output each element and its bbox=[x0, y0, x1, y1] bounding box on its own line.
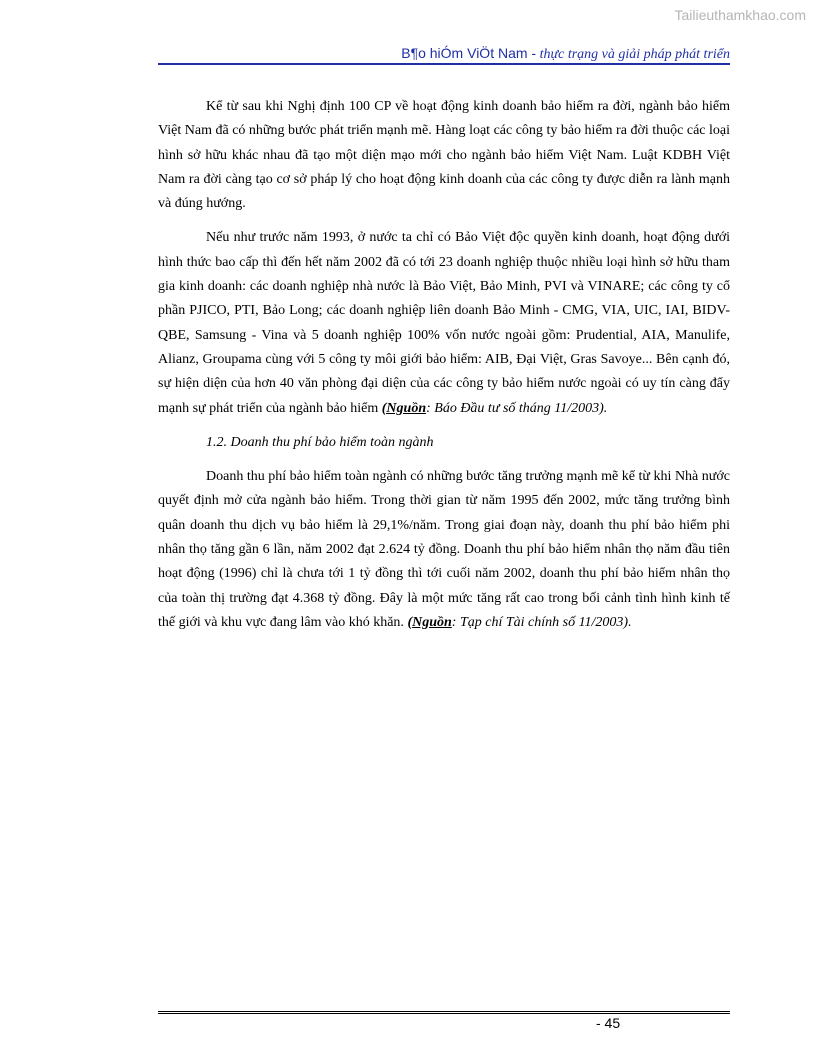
citation-label: Nguồn bbox=[412, 614, 452, 630]
citation-open: ( bbox=[407, 614, 413, 630]
paragraph-2-text: Nếu như trước năm 1993, ở nước ta chỉ có Bảo Việt độc quyền kinh doanh, hoạt động dưới hình thức bao cấp thì đến hết năm 2002 đã có tới 23 doanh nghiệp thuộc nhiều loại hình sở hữu tham gia kinh doanh: các doanh nghiệp nhà nước là Bảo Việt, Bảo Minh, PVI và VINARE; các công ty cổ phần PJICO, PTI, Bảo Long; các doanh nghiệp liên doanh Bảo Minh - CMG, VIA, UIC, IAI, BIDV-QBE, Samsung - Vina và 5 doanh nghiệp 100% vốn nước ngoài gồm: Prudential, AIA, Manulife, Alianz, Groupama cùng với 5 công ty môi giới bảo hiểm: AIB, Đại Việt, Gras Savoye... Bên cạnh đó, sự hiện diện của hơn 40 văn phòng đại diện của các công ty bảo hiểm nước ngoài có uy tín càng đẩy mạnh sự phát triển của ngành bảo hiểm bbox=[158, 230, 730, 416]
section-heading: 1.2. Doanh thu phí bảo hiểm toàn ngành bbox=[206, 434, 434, 450]
paragraph-3-text: Doanh thu phí bảo hiểm toàn ngành có những bước tăng trưởng mạnh mẽ kể từ khi Nhà nước quyết định mở cửa ngành bảo hiểm. Trong thời gian từ năm 1995 đến 2002, mức tăng trưởng bình quân doanh thu dịch vụ bảo hiểm là 29,1%/năm. Trong giai đoạn này, doanh thu phí bảo hiểm phi nhân thọ tăng gần 6 lần, năm 2002 đạt 2.624 tỷ đồng. Doanh thu phí bảo hiểm nhân thọ năm đầu tiên hoạt động (1996) chỉ là chưa tới 1 tỷ đồng thì tới cuối năm 2002, doanh thu phí bảo hiểm nhân thọ của toàn thị trường đạt 4.368 tỷ đồng. Đây là một mức tăng rất cao trong bối cảnh tình hình kinh tế thế giới và khu vực đang lâm vào khó khăn. bbox=[158, 469, 730, 630]
source-citation-2 bbox=[407, 615, 631, 630]
watermark-text: Tailieuthamkhao.com bbox=[674, 7, 806, 23]
source-citation-1 bbox=[382, 401, 608, 416]
header-subtitle: thực trạng và giải pháp phát triển bbox=[539, 47, 730, 62]
paragraph-2 bbox=[158, 226, 730, 420]
header-rule bbox=[158, 63, 730, 65]
running-header bbox=[158, 44, 730, 64]
citation-text: : Tạp chí Tài chính số 11/2003). bbox=[451, 614, 632, 630]
footer-rule bbox=[158, 1011, 730, 1014]
citation-open: ( bbox=[381, 400, 387, 416]
paragraph-1: Kể từ sau khi Nghị định 100 CP về hoạt động kinh doanh bảo hiểm ra đời, ngành bảo hiểm Việt Nam đã có những bước phát triển mạnh mẽ. Hàng loạt các công ty bảo hiểm ra đời thuộc các loại hình sở hữu khác nhau đã tạo một diện mạo mới cho ngành bảo hiểm Việt Nam. Luật KDBH Việt Nam ra đời càng tạo cơ sở pháp lý cho hoạt động kinh doanh của các công ty được diễn ra lành mạnh và đúng hướng. bbox=[158, 99, 730, 212]
header-title: B¶o hiÓm ViÖt Nam - bbox=[401, 45, 537, 61]
citation-label: Nguồn bbox=[386, 400, 427, 416]
document-body bbox=[158, 95, 730, 645]
citation-text: : Báo Đầu tư số tháng 11/2003). bbox=[426, 400, 608, 416]
page-number: - 45 bbox=[596, 1015, 621, 1031]
paragraph-3 bbox=[158, 465, 730, 635]
